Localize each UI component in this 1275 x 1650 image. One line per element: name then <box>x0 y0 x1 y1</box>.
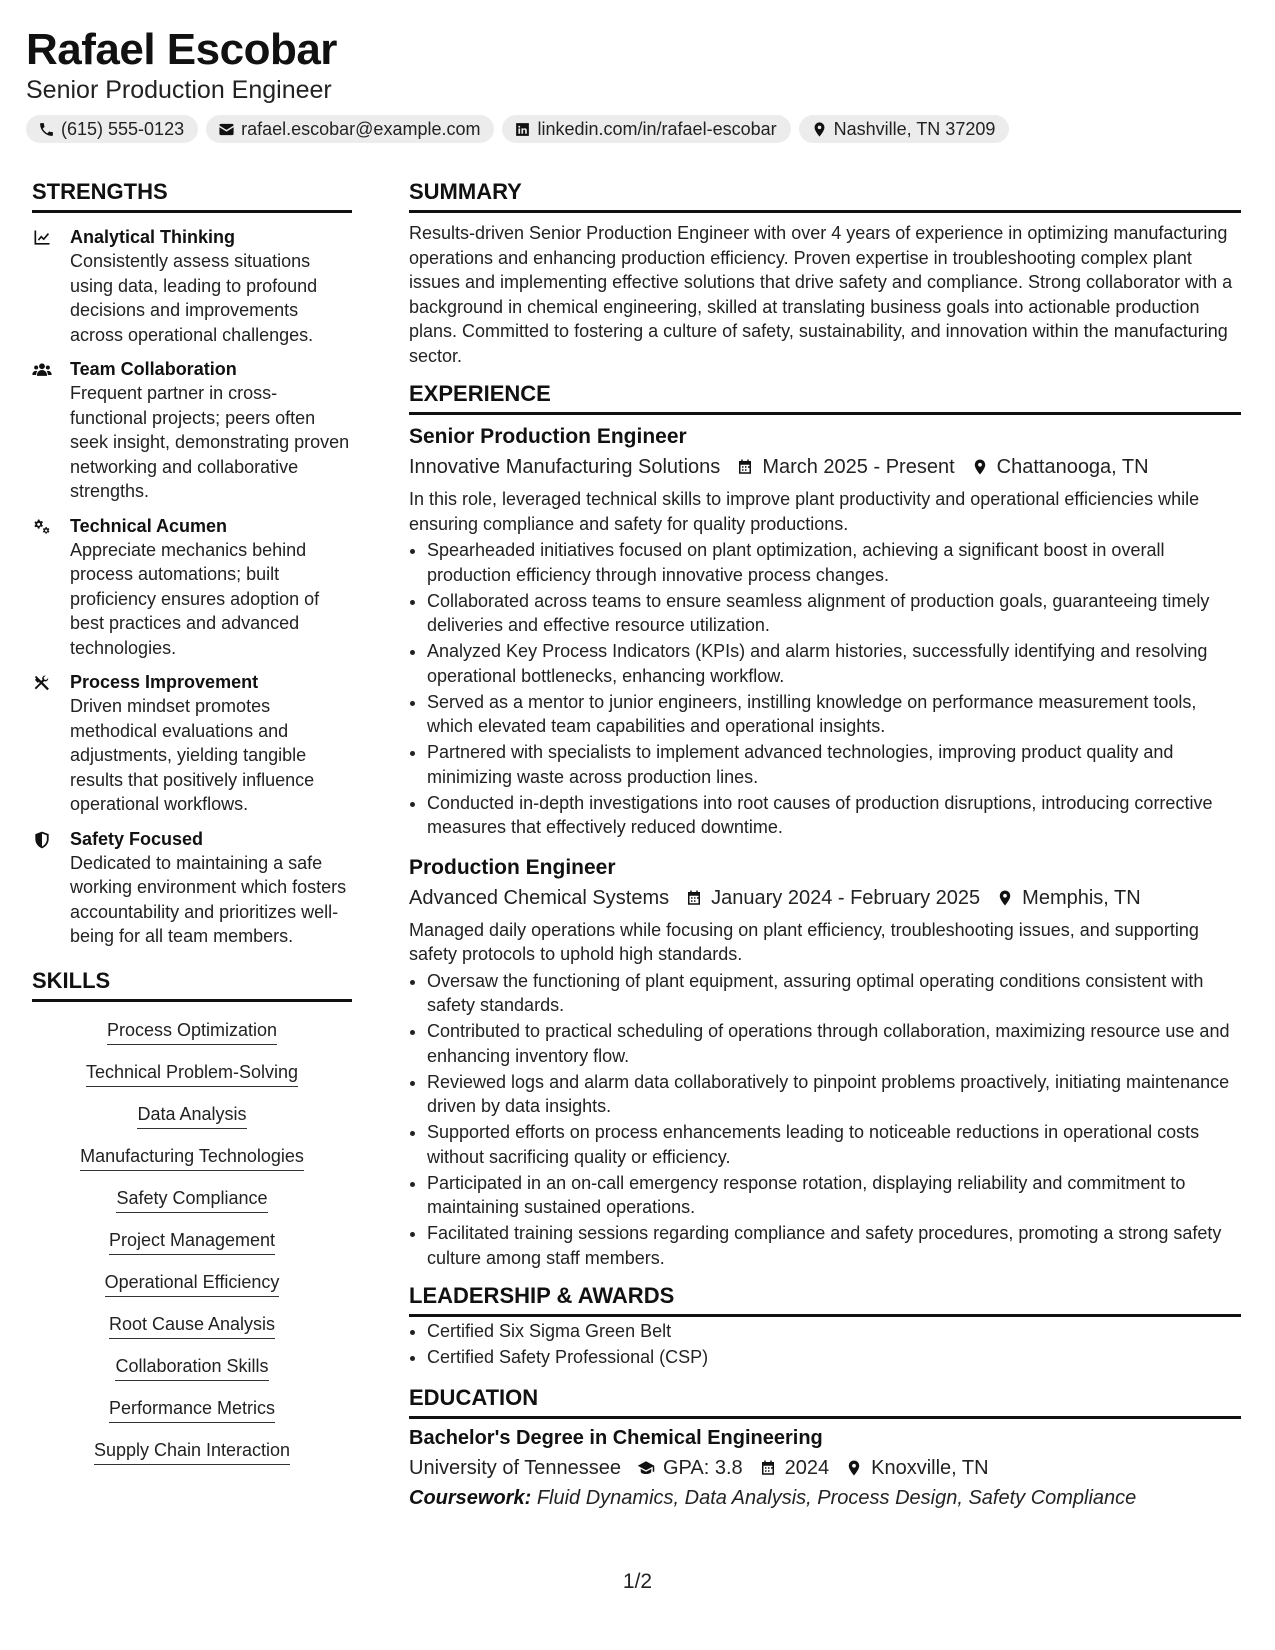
contact-location-text: Nashville, TN 37209 <box>833 118 996 139</box>
map-pin-icon <box>845 1459 863 1477</box>
list-item: • Contributed to practical scheduling of operations through collaboration, maximizing resource use and enhancing inventory flow. <box>427 1019 1241 1068</box>
tools-icon <box>32 673 52 693</box>
list-item: • Analyzed Key Process Indicators (KPIs) and alarm histories, successfully identifying and resolving operational bottlenecks, enhancing workflow. <box>427 639 1241 688</box>
strength-desc: Consistently assess situations using data, leading to profound decisions and improvements across operational challenges. <box>70 251 318 345</box>
job-entry <box>409 854 1241 1271</box>
shield-icon <box>32 830 52 850</box>
job-entry <box>409 423 1241 840</box>
skills-heading: SKILLS <box>32 967 352 1002</box>
school-location: Knoxville, TN <box>871 1456 989 1479</box>
experience-section <box>409 380 1241 1270</box>
list-item: • Reviewed logs and alarm data collaboratively to pinpoint problems proactively, initiating maintenance driven by data insights. <box>427 1070 1241 1119</box>
calendar-icon <box>759 1459 777 1477</box>
contact-location <box>799 115 1010 143</box>
strength-desc: Driven mindset promotes methodical evaluations and adjustments, yielding tangible results that positively influence operational workflows. <box>70 696 315 814</box>
list-item: • Certified Six Sigma Green Belt <box>427 1319 1241 1344</box>
list-item: • Served as a mentor to junior engineers, instilling knowledge on performance measurement tools, which elevated team capabilities and operational insights. <box>427 690 1241 739</box>
job-bullets <box>409 538 1241 840</box>
list-item: • Certified Safety Professional (CSP) <box>427 1345 1241 1370</box>
skill-tag: Root Cause Analysis <box>109 1312 275 1339</box>
skill-tag: Supply Chain Interaction <box>94 1438 290 1465</box>
education-meta <box>409 1454 1241 1482</box>
contact-email[interactable] <box>206 115 494 143</box>
skill-tag: Performance Metrics <box>109 1396 275 1423</box>
page-number: 1/2 <box>622 1570 653 1593</box>
skill-tag: Project Management <box>109 1228 275 1255</box>
education-section <box>409 1384 1241 1512</box>
strengths-section <box>32 178 352 949</box>
job-dates: March 2025 - Present <box>762 456 955 478</box>
summary-section <box>409 178 1241 368</box>
job-company: Innovative Manufacturing Solutions <box>409 456 721 478</box>
list-item: • Facilitated training sessions regarding compliance and safety procedures, promoting a strong safety culture among staff members. <box>427 1221 1241 1270</box>
users-icon <box>32 360 52 380</box>
job-location: Chattanooga, TN <box>996 456 1149 478</box>
candidate-title: Senior Production Engineer <box>26 76 332 104</box>
chart-line-icon <box>32 228 52 248</box>
contact-phone-text: (615) 555-0123 <box>61 118 185 139</box>
strength-item <box>32 514 352 661</box>
strength-item <box>32 827 352 949</box>
strength-title: Technical Acumen <box>70 515 228 536</box>
summary-heading: SUMMARY <box>409 178 1241 213</box>
skill-tag: Collaboration Skills <box>115 1354 268 1381</box>
skill-tag: Operational Efficiency <box>105 1270 280 1297</box>
skill-tag: Manufacturing Technologies <box>80 1144 304 1171</box>
list-item: • Conducted in-depth investigations into root causes of production disruptions, introducing corrective measures that effectively reduced downtime. <box>427 791 1241 840</box>
leadership-list <box>409 1319 1241 1370</box>
map-pin-icon <box>996 889 1014 907</box>
linkedin-icon <box>514 121 531 138</box>
candidate-name: Rafael Escobar <box>26 25 337 74</box>
calendar-icon <box>685 889 703 907</box>
leadership-section <box>409 1282 1241 1370</box>
envelope-icon <box>218 121 235 138</box>
contact-linkedin-text: linkedin.com/in/rafael-escobar <box>537 118 777 139</box>
job-title: Production Engineer <box>409 855 616 879</box>
summary-text: Results-driven Senior Production Engineer with over 4 years of experience in optimizing manufacturing operations and enhancing production efficiency. Proven expertise in troubleshooting complex plant issues and implementing effective solutions that drive safety and compliance. Strong collaborator with a background in chemical engineering, skilled at translating business goals into actionable production plans. Committed to fostering a culture of safety, sustainability, and innovation within the manufacturing sector. <box>409 223 1233 366</box>
left-column <box>32 178 352 1480</box>
gears-icon <box>32 517 52 537</box>
leadership-heading: LEADERSHIP & AWARDS <box>409 1282 1241 1317</box>
list-item: • Partnered with specialists to implement advanced technologies, improving product quality and minimizing waste across production lines. <box>427 740 1241 789</box>
job-meta <box>409 884 1241 912</box>
strengths-heading: STRENGTHS <box>32 178 352 213</box>
list-item: • Spearheaded initiatives focused on plant optimization, achieving a significant boost in overall production efficiency through innovative process changes. <box>427 538 1241 587</box>
degree-title: Bachelor's Degree in Chemical Engineering <box>409 1426 823 1449</box>
strength-desc: Frequent partner in cross-functional projects; peers often seek insight, demonstrating proven networking and collaborative strengths. <box>70 383 350 501</box>
contact-linkedin[interactable] <box>502 115 790 143</box>
strength-title: Analytical Thinking <box>70 227 236 247</box>
job-dates: January 2024 - February 2025 <box>711 886 981 909</box>
map-pin-icon <box>971 458 989 476</box>
resume-header <box>26 24 1246 143</box>
coursework <box>409 1484 1241 1512</box>
skill-tag: Safety Compliance <box>116 1186 267 1213</box>
graduation-year: 2024 <box>784 1456 830 1479</box>
education-heading: EDUCATION <box>409 1384 1241 1419</box>
list-item: • Collaborated across teams to ensure seamless alignment of production goals, guaranteeing timely deliveries and effective resource utilization. <box>427 589 1241 638</box>
strength-title: Team Collaboration <box>70 359 237 379</box>
strength-title: Safety Focused <box>70 828 204 849</box>
phone-icon <box>38 121 55 138</box>
job-title: Senior Production Engineer <box>409 425 687 448</box>
right-column <box>409 178 1241 1512</box>
strength-item <box>32 357 352 504</box>
job-meta <box>409 453 1241 481</box>
strength-desc: Appreciate mechanics behind process automations; built proficiency ensures adoption of best practices and advanced technologies. <box>70 539 320 658</box>
strength-item <box>32 225 352 347</box>
coursework-label: Coursework: <box>409 1486 532 1509</box>
job-intro: Managed daily operations while focusing on plant efficiency, troubleshooting issues, and supporting safety protocols to uphold high standards. <box>409 919 1199 964</box>
gpa: GPA: 3.8 <box>662 1456 743 1479</box>
strength-item <box>32 670 352 817</box>
skill-tag: Process Optimization <box>107 1018 277 1045</box>
job-location: Memphis, TN <box>1022 886 1141 909</box>
contact-bar <box>26 115 1246 143</box>
job-company: Advanced Chemical Systems <box>409 886 670 909</box>
experience-heading: EXPERIENCE <box>409 380 1241 415</box>
strength-title: Process Improvement <box>70 672 259 692</box>
contact-email-text: rafael.escobar@example.com <box>241 118 481 139</box>
school-name: University of Tennessee <box>409 1456 621 1479</box>
strength-desc: Dedicated to maintaining a safe working environment which fosters accountability and prioritizes well-being for all team members. <box>70 852 347 946</box>
skill-tag: Data Analysis <box>137 1102 246 1129</box>
list-item: • Supported efforts on process enhancements leading to noticeable reductions in operational costs without sacrificing quality or efficiency. <box>427 1120 1241 1169</box>
job-intro: In this role, leveraged technical skills to improve plant productivity and operational efficiencies while ensuring compliance and safety for quality productions. <box>409 489 1200 534</box>
job-bullets <box>409 969 1241 1271</box>
graduation-cap-icon <box>637 1459 655 1477</box>
list-item: • Oversaw the functioning of plant equipment, assuring optimal operating conditions consistent with safety standards. <box>427 969 1241 1018</box>
calendar-icon <box>736 458 754 476</box>
skill-tag: Technical Problem-Solving <box>86 1060 298 1087</box>
skills-section <box>32 967 352 1480</box>
list-item: • Participated in an on-call emergency response rotation, displaying reliability and commitment to maintaining sustained operations. <box>427 1171 1241 1220</box>
map-pin-icon <box>811 121 828 138</box>
contact-phone[interactable] <box>26 115 198 143</box>
coursework-list: Fluid Dynamics, Data Analysis, Process Design, Safety Compliance <box>536 1486 1137 1509</box>
